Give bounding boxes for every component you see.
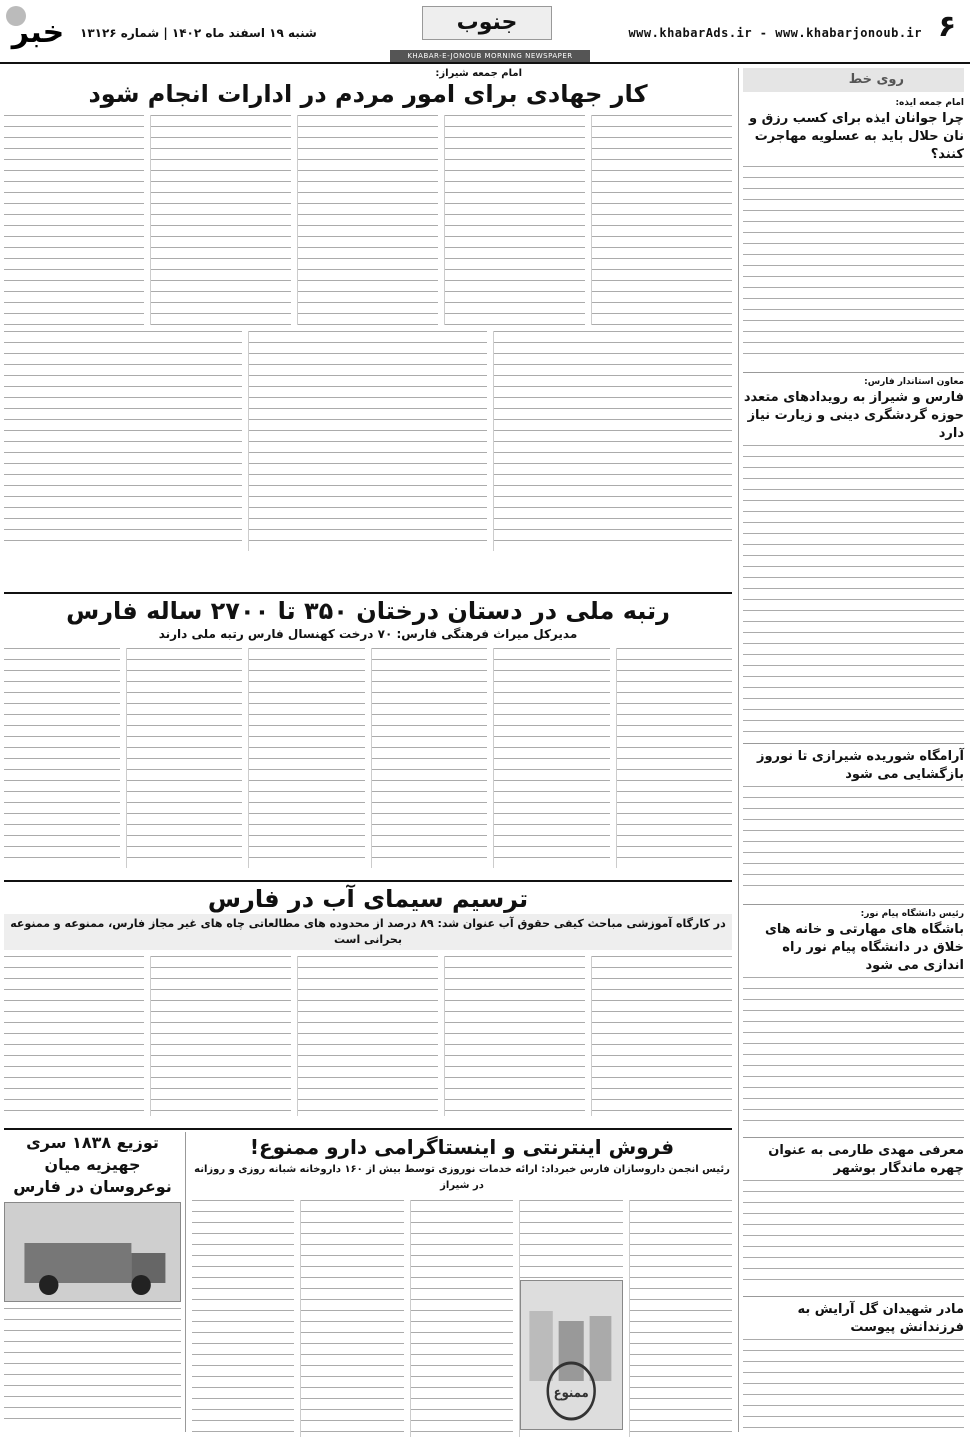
text-column [616,648,733,868]
divider [743,372,964,373]
forbidden-stamp: ممنوع [553,1385,589,1402]
issue-date-number: شنبه ۱۹ اسفند ماه ۱۴۰۲ | شماره ۱۳۱۲۶ [80,26,317,40]
pill-bottles-icon [521,1281,621,1430]
text-column [248,648,365,868]
article-body-columns [4,331,732,551]
text-column [444,956,585,1116]
sidebar-item-title: فارس و شیراز به رویدادهای متعدد حوزه گردشگری دینی و زیارت نیاز دارد [743,390,964,441]
article-subhead: مدیرکل میراث فرهنگی فارس: ۷۰ درخت کهنسال فارس رتبه ملی دارند [158,627,578,641]
masthead [0,0,970,64]
medicine-photo [520,1280,622,1430]
divider [743,1137,964,1138]
article-body-columns [4,648,732,868]
article-water[interactable] [4,884,732,1124]
article-body-columns [192,1200,732,1437]
text-column [126,648,243,868]
article-headline: رتبه ملی در دستان درختان ۳۵۰ تا ۲۷۰۰ ساله فارس [66,597,670,625]
sidebar-news-column [738,68,970,1432]
sidebar-item-title: آرامگاه شوریده شیرازی تا نوروز بازگشایی می شود [756,749,964,782]
divider [743,743,964,744]
section-name: جنوب [422,6,552,40]
text-column [4,331,242,551]
morning-newspaper-band: KHABAR-E-JONOUB MORNING NEWSPAPER [390,50,590,62]
divider [4,1128,732,1130]
article-drug-sales[interactable] [192,1132,732,1432]
sidebar-item[interactable] [743,377,964,737]
article-headline: کار جهادی برای امور مردم در ادارات انجام شود [88,80,648,108]
article-kicker: امام جمعه شیراز: [435,68,522,79]
sidebar-item[interactable] [743,909,964,1131]
sidebar-item[interactable] [743,748,964,898]
article-subhead: در کارگاه آموزشی مباحث کیفی حقوق آب عنوان شد: ۸۹ درصد از محدوده های مطالعاتی چاه های غیر مجاز فارس، ممنوعه و ممنوعه بحرانی است [4,914,732,950]
divider [4,592,732,594]
sidebar-item-kicker: رئیس دانشگاه پیام نور: [860,909,964,919]
text-column [297,956,438,1116]
article-headline: توزیع ۱۸۳۸ سری جهیزیه میان نوعروسان در فارس [13,1133,172,1196]
newspaper-logo [4,2,70,56]
sidebar-item[interactable] [743,1142,964,1290]
sidebar-item-body [743,977,964,1127]
sidebar-item-kicker: امام جمعه ایذه: [895,98,964,108]
text-column [150,115,291,325]
text-column [300,1200,403,1437]
sidebar-item-body [743,166,964,356]
sidebar-item-title: مادر شهیدان گل آرایش به فرزندانش پیوست [797,1302,964,1335]
article-body-columns [4,115,732,325]
text-column [371,648,488,868]
article-headline: فروش اینترنتی و اینستاگرامی دارو ممنوع! [249,1135,675,1159]
sidebar-item-body [743,1180,964,1290]
text-column [410,1200,513,1437]
text-column [297,115,438,325]
logo-mark-icon [4,2,70,56]
sidebar-item-body [743,1339,964,1437]
sidebar-item-body [743,445,964,735]
divider [743,1296,964,1297]
sidebar-item-title: باشگاه های مهارتی و خانه های خلاق در دانشگاه پیام نور راه اندازی می شود [764,922,964,973]
text-column [4,115,144,325]
article-body [4,1308,181,1428]
text-column [444,115,585,325]
site-url[interactable]: www.khabarAds.ir - www.khabarjonoub.ir [628,26,922,40]
article-heritage-trees[interactable] [4,596,732,876]
truck-icon [5,1203,180,1302]
text-column-upper [520,1200,622,1280]
text-column [248,331,487,551]
page-number: ۶ [937,9,957,44]
text-column [192,1200,294,1437]
sidebar-item-kicker: معاون استاندار فارس: [864,377,964,387]
sidebar-item-body [743,786,964,886]
text-column [150,956,291,1116]
text-column [4,648,120,868]
logo-text: خبر [11,15,65,50]
article-body-columns [4,956,732,1116]
text-column [493,331,732,551]
text-column [519,1200,622,1437]
article-subhead: رئیس انجمن داروسازان فارس خبرداد: ارائه خدمات نوروزی توسط بیش از ۱۶۰ داروخانه شبانه روزی و روزانه در شیراز [194,1164,730,1191]
sidebar-item-title: چرا جوانان ایذه برای کسب رزق و نان حلال باید به عسلویه مهاجرت کنند؟ [749,111,964,162]
text-column [493,648,610,868]
text-column [591,115,732,325]
divider [743,904,964,905]
text-column [629,1200,732,1437]
sidebar-item[interactable] [743,98,964,366]
sidebar-item[interactable] [743,1301,964,1437]
sidebar-section-label: روی خط [743,68,964,92]
text-column [591,956,732,1116]
trucks-photo [4,1202,181,1302]
article-dowry[interactable] [4,1132,186,1432]
text-column [4,956,144,1116]
divider [4,880,732,882]
sidebar-item-title: معرفی مهدی طارمی به عنوان چهره ماندگار بوشهر [768,1143,964,1176]
article-headline: ترسیم سیمای آب در فارس [207,885,529,913]
article-friday-prayer[interactable] [4,68,732,588]
